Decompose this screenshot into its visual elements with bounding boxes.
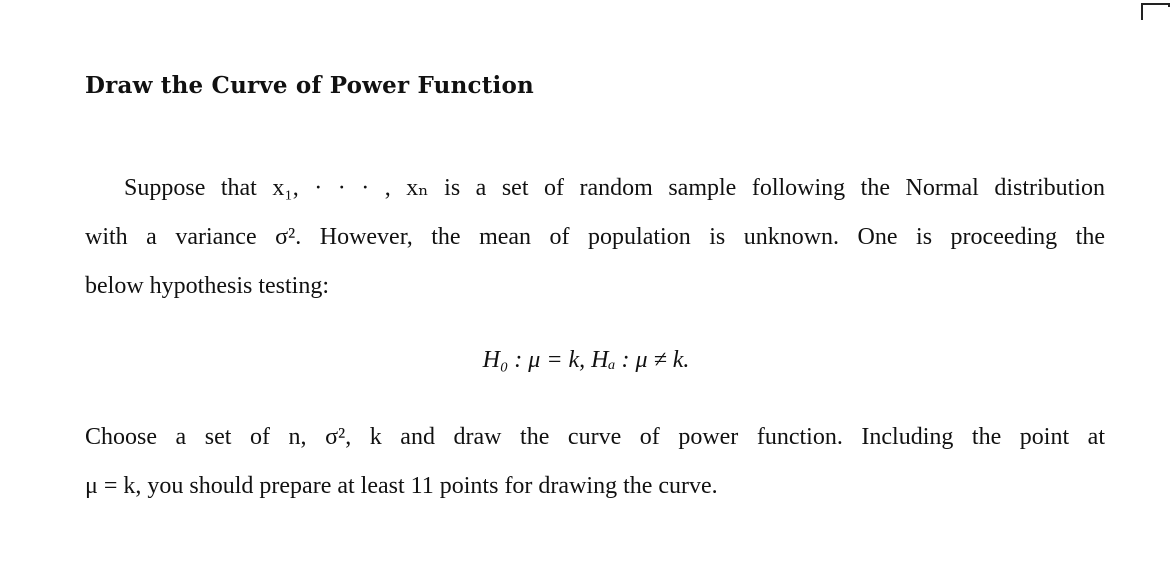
paragraph-line: μ = k, you should prepare at least 11 points for drawing the curve. [85, 473, 718, 499]
paragraph-line: Choose a set of n, σ², k and draw the curve of power function. Including the point at [85, 424, 1105, 450]
paragraph-line: Suppose that x₁, · · · , xₙ is a set of random sample following the Normal distribution [124, 175, 1105, 201]
corner-bracket-icon [1139, 0, 1172, 22]
task-instructions-paragraph [85, 413, 1105, 511]
hypothesis-formula: H₀ : μ = k, Hₐ : μ ≠ k. [482, 347, 690, 373]
problem-statement-paragraph [85, 164, 1105, 311]
paragraph-line: below hypothesis testing: [85, 273, 329, 299]
page-title: Draw the Curve of Power Function [85, 72, 534, 99]
paragraph-line: with a variance σ². However, the mean of population is unknown. One is proceeding the [85, 224, 1105, 250]
hypothesis-equation [0, 340, 1172, 380]
